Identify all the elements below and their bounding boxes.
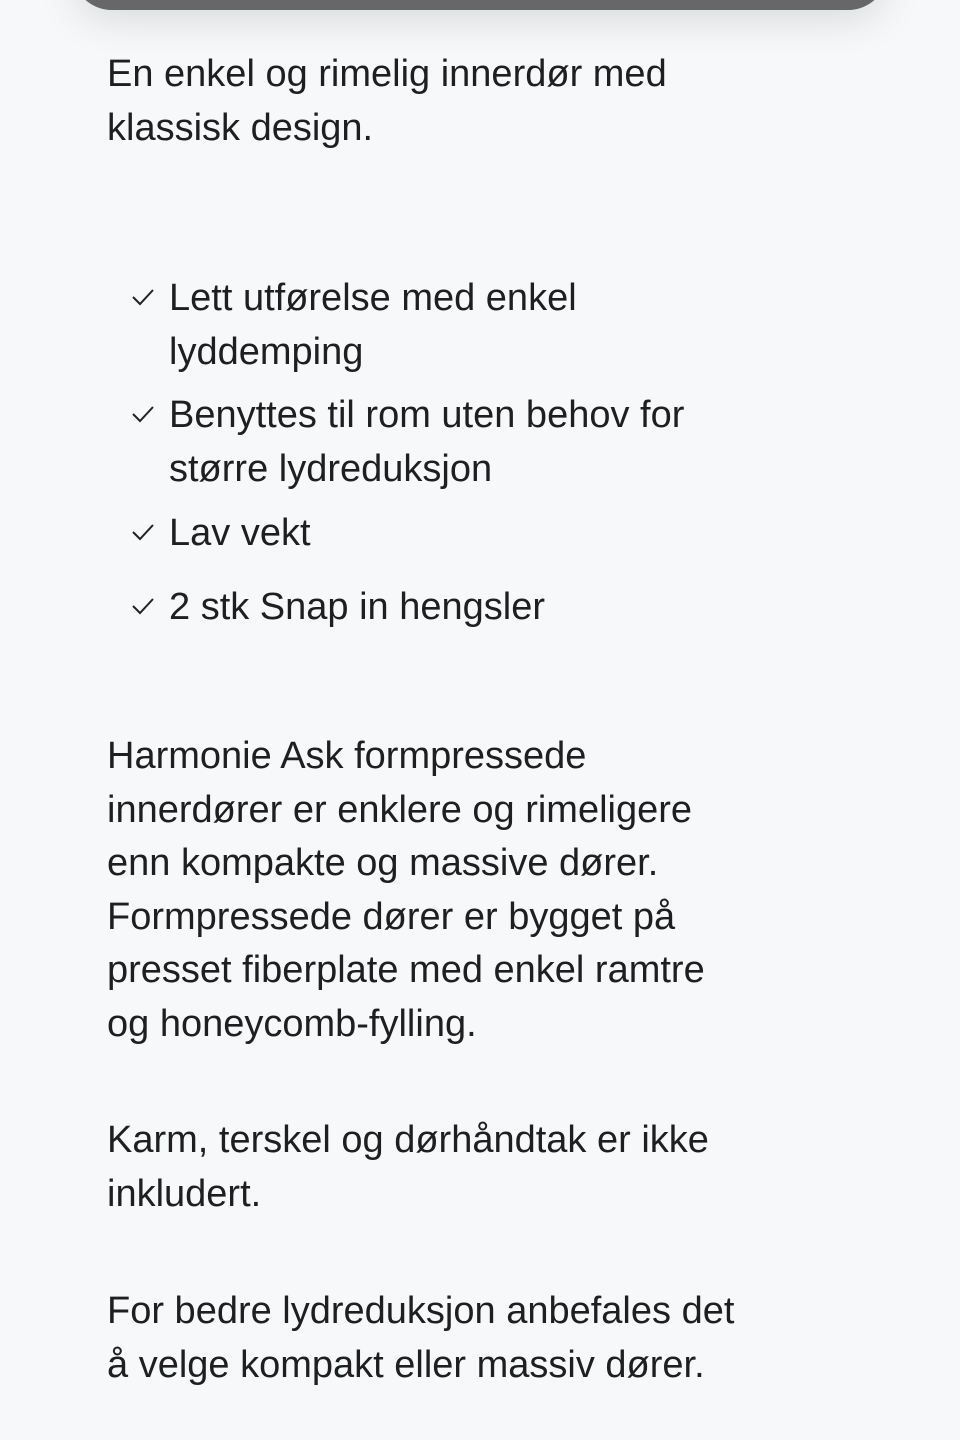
checkmark-icon xyxy=(130,284,156,310)
paragraph-line: presset fiberplate med enkel ramtre xyxy=(107,949,705,992)
feature-text: større lydreduksjon xyxy=(169,447,493,490)
feature-text: Benyttes til rom uten behov for xyxy=(169,394,685,436)
paragraph-line: å velge kompakt eller massiv dører. xyxy=(107,1343,705,1386)
intro-text xyxy=(107,48,667,155)
checkmark-icon xyxy=(130,401,156,427)
feature-text: Lav vekt xyxy=(169,512,311,554)
feature-text: lyddemping xyxy=(169,330,364,373)
paragraph-line: Formpressede dører er bygget på xyxy=(107,895,676,938)
intro-line: En enkel og rimelig innerdør med xyxy=(107,53,667,95)
paragraph-line: For bedre lydreduksjon anbefales det xyxy=(107,1290,735,1332)
paragraph-line: inkludert. xyxy=(107,1172,262,1215)
checkmark-icon xyxy=(130,519,156,545)
recommendation-paragraph xyxy=(107,1285,734,1392)
paragraph-line: enn kompakte og massive dører. xyxy=(107,842,659,885)
feature-text: Lett utførelse med enkel xyxy=(169,277,577,319)
description-paragraph xyxy=(107,730,705,1052)
paragraph-line: og honeycomb-fylling. xyxy=(107,1002,477,1045)
paragraph-line: Harmonie Ask formpressede xyxy=(107,735,587,777)
checkmark-icon xyxy=(130,593,156,619)
paragraph-line: innerdører er enklere og rimeligere xyxy=(107,788,693,831)
feature-text: 2 stk Snap in hengsler xyxy=(169,586,546,628)
top-image-card[interactable] xyxy=(72,0,888,10)
intro-line: klassisk design. xyxy=(107,106,374,149)
paragraph-line: Karm, terskel og dørhåndtak er ikke xyxy=(107,1119,709,1161)
not-included-paragraph xyxy=(107,1114,709,1221)
